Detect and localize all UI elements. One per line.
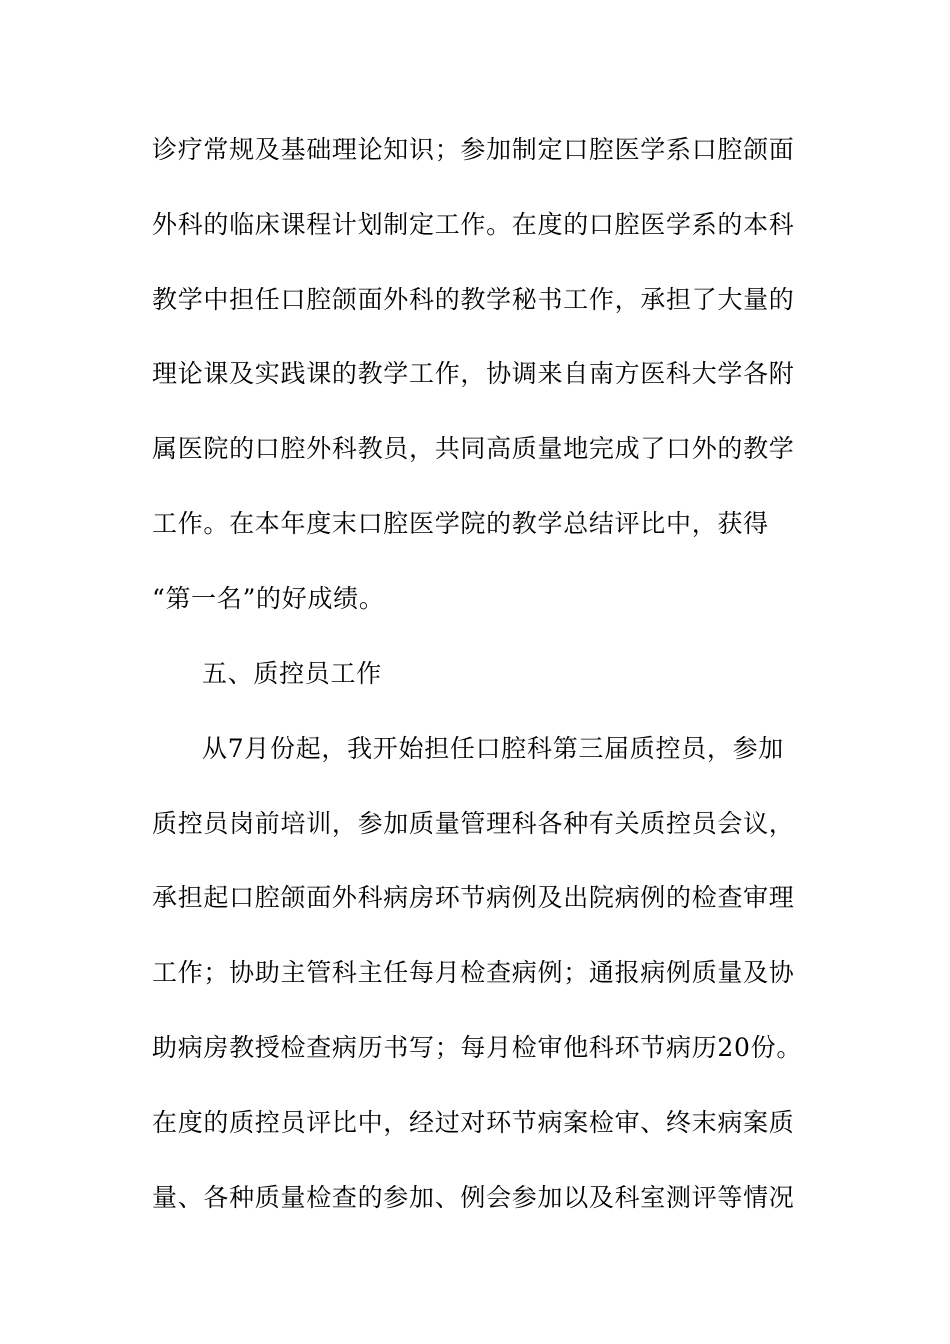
paragraph-line: 量、各种质量检查的参加、例会参加以及科室测评等情况 [152, 1183, 795, 1212]
paragraph-line: 承担起口腔颌面外科病房环节病例及出院病例的检查审理 [152, 883, 795, 912]
paragraph-line: “第一名”的好成绩。 [152, 584, 385, 613]
paragraph-line: 理论课及实践课的教学工作，协调来自南方医科大学各附 [152, 359, 795, 388]
paragraph-line: 质控员岗前培训，参加质量管理科各种有关质控员会议， [152, 809, 795, 838]
paragraph-line: 工作。在本年度末口腔医学院的教学总结评比中，获得 [152, 509, 769, 538]
paragraph-line: 从7月份起，我开始担任口腔科第三届质控员，参加 [202, 734, 785, 763]
paragraph-line: 教学中担任口腔颌面外科的教学秘书工作，承担了大量的 [152, 285, 795, 314]
paragraph-line: 属医院的口腔外科教员，共同高质量地完成了口外的教学 [152, 434, 795, 463]
paragraph-line: 工作；协助主管科主任每月检查病例；通报病例质量及协 [152, 958, 795, 987]
paragraph-line: 外科的临床课程计划制定工作。在度的口腔医学系的本科 [152, 210, 795, 239]
paragraph-line: 诊疗常规及基础理论知识；参加制定口腔医学系口腔颌面 [152, 135, 795, 164]
paragraph-line: 助病房教授检查病历书写；每月检审他科环节病历20份。 [152, 1033, 803, 1062]
paragraph-line: 在度的质控员评比中，经过对环节病案检审、终末病案质 [152, 1108, 795, 1137]
section-heading: 五、质控员工作 [202, 659, 382, 688]
